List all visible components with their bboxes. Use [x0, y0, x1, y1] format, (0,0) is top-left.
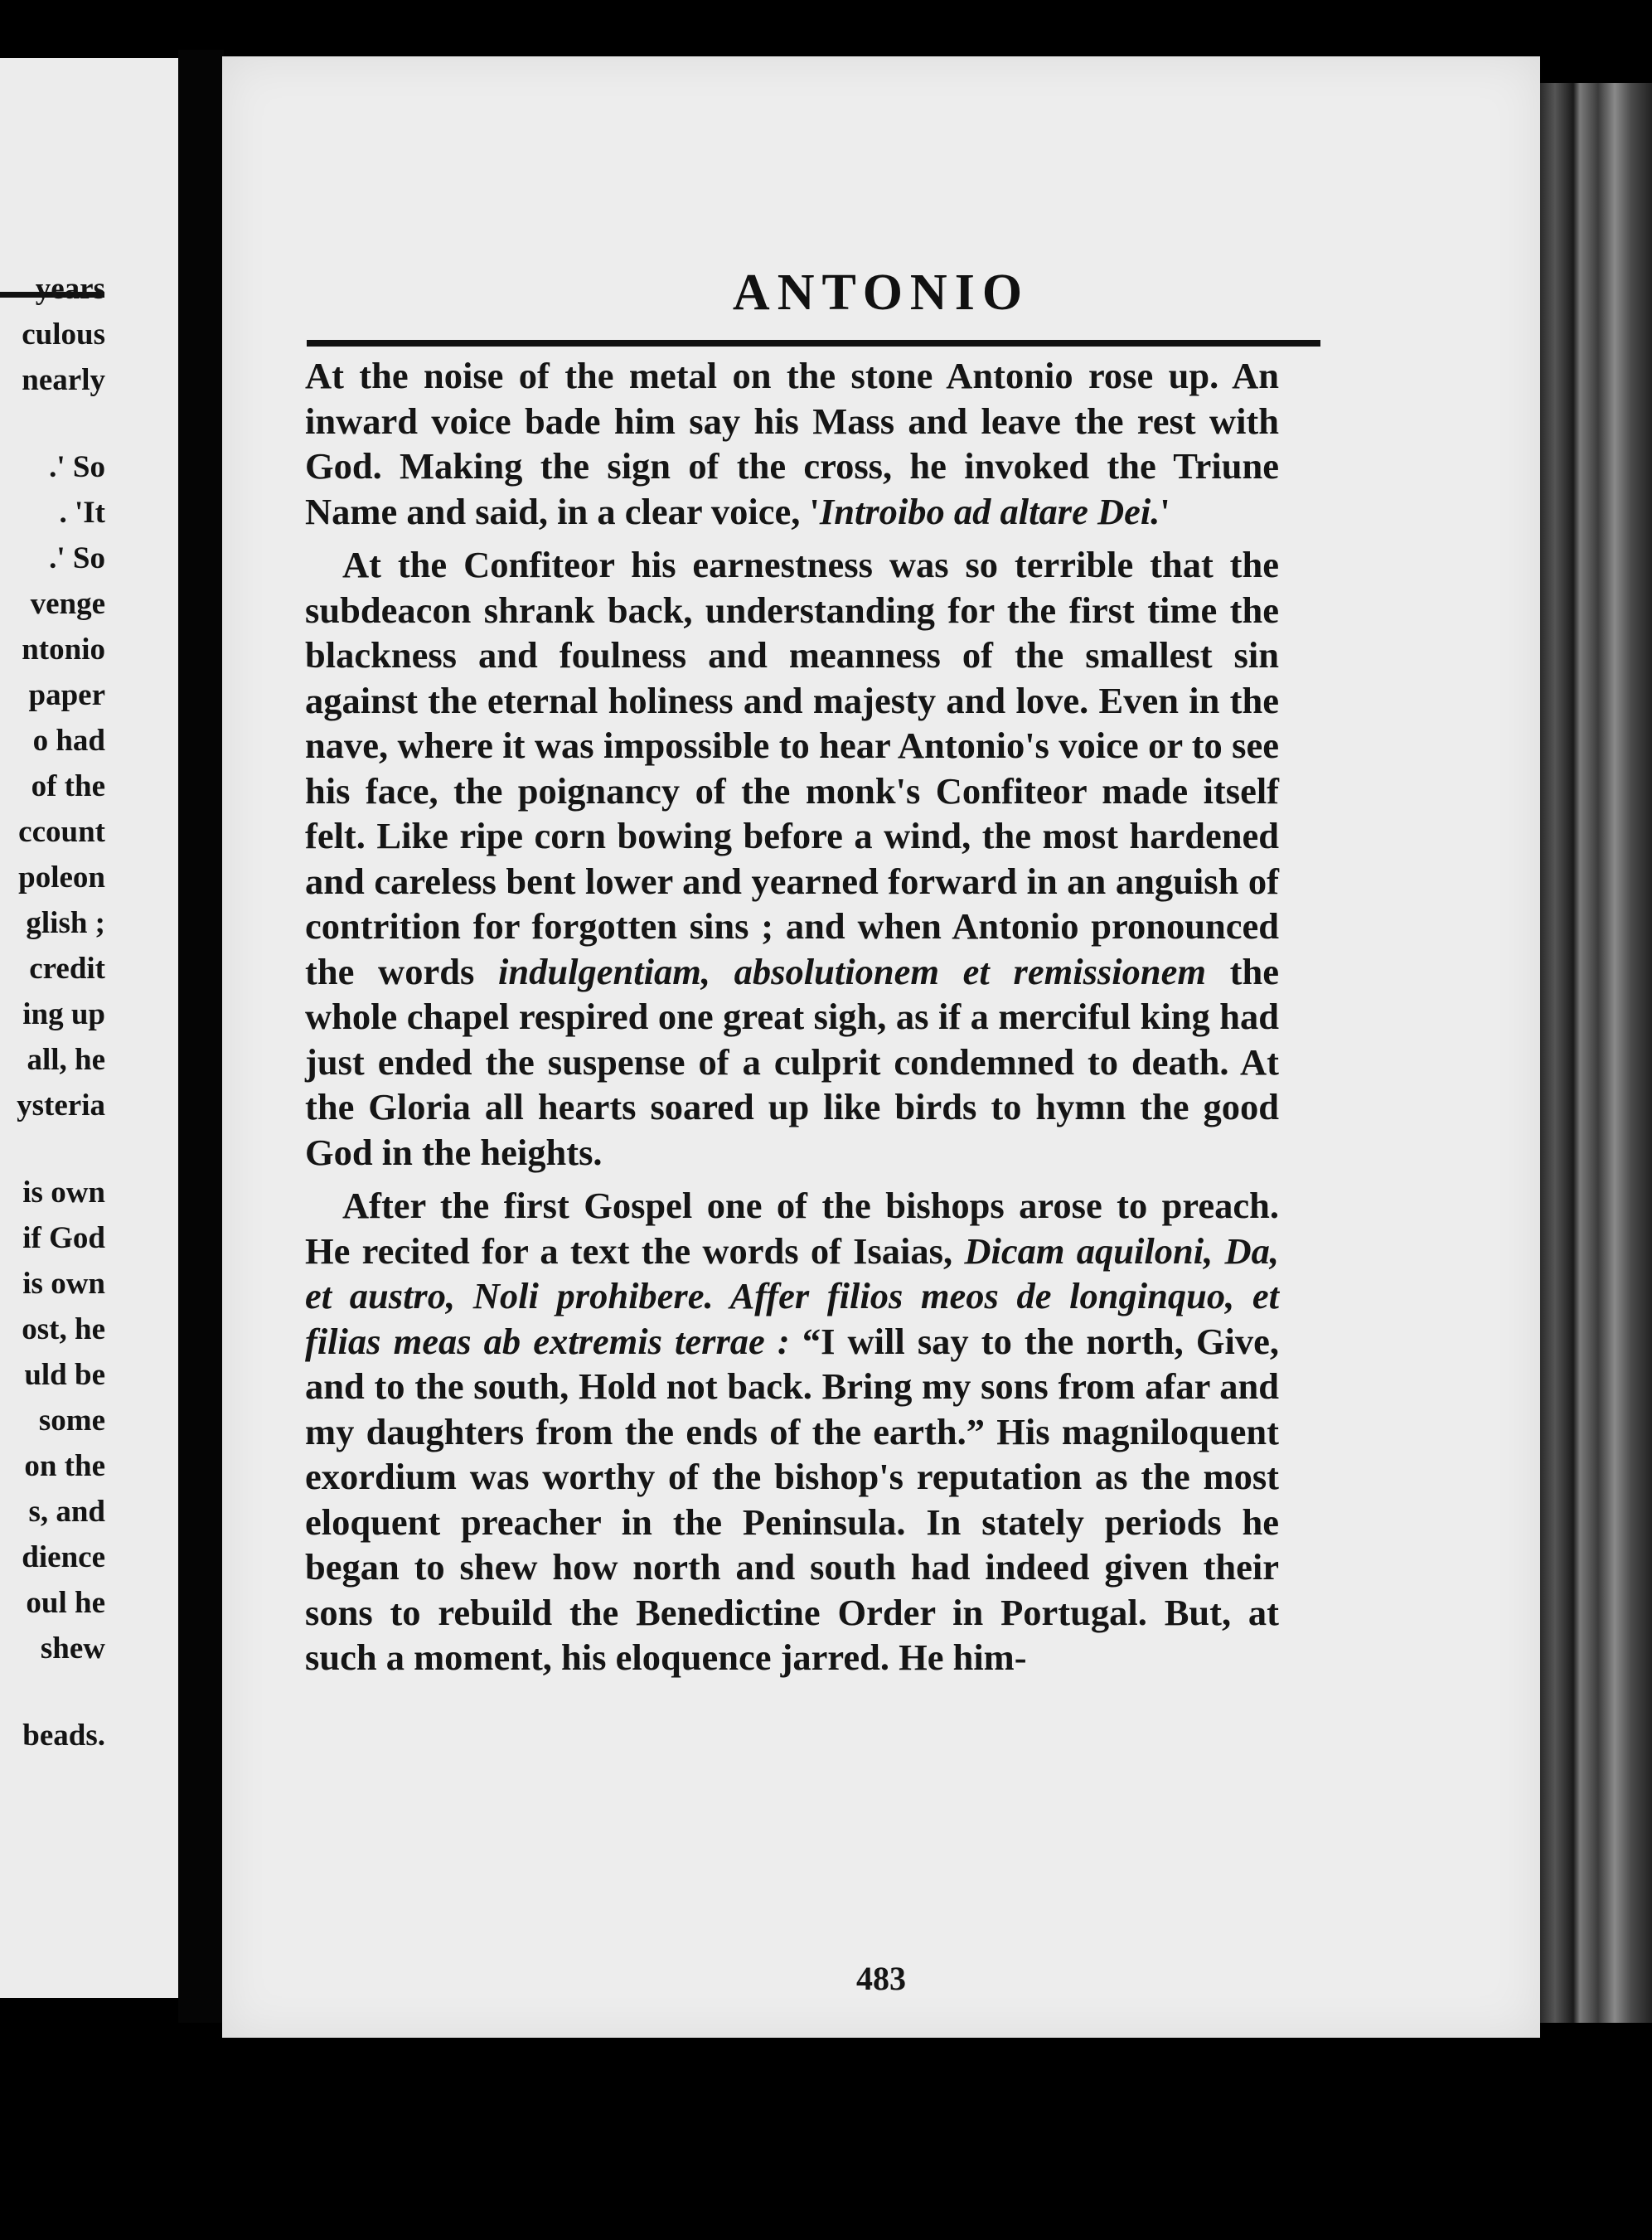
paragraph [305, 1183, 1279, 1680]
left-page-fragment: ing up [22, 997, 105, 1031]
left-page-fragment: on the [24, 1449, 105, 1483]
left-page-fragment: uld be [24, 1358, 105, 1392]
left-page-fragment: culous [22, 318, 105, 352]
page-number: 483 [856, 1960, 906, 1997]
text-run: the whole chapel respired one great sigh, as if a merciful king had just ended the suspense of a culprit condemned to death. At the Gloria all hearts soared up like birds to hymn the good God in the heights. [305, 950, 1279, 1173]
left-page-fragment: . 'It [59, 496, 105, 530]
left-page-fragment: glish ; [26, 906, 105, 940]
text-run: “I will say to the north, Give, and to the south, Hold not back. Bring my sons from afar and my daughters from the ends of the earth.” His magniloquent exordium was worthy of the bishop's reputation as the most eloquent preacher in the Peninsula. In stately periods he began to shew how north and south had indeed given their sons to rebuild the Benedictine Order in Portugal. But, at such a moment, his eloquence jarred. He him- [305, 1320, 1280, 1678]
left-page-fragment: dience [22, 1540, 105, 1574]
header-rule [307, 340, 1320, 347]
left-page-fragment: venge [30, 587, 105, 621]
left-facing-page [0, 58, 178, 1998]
left-page-fragment: shew [40, 1632, 105, 1665]
left-page-fragment: is own [22, 1176, 105, 1210]
left-page-fragment: poleon [18, 861, 105, 895]
left-page-fragment: beads. [22, 1719, 105, 1753]
left-page-fragment: credit [29, 952, 105, 986]
left-page-fragment: s, and [28, 1495, 105, 1529]
italic-latin-text: indulgentiam, absolutionem et remissionem [498, 950, 1206, 992]
body-text [305, 353, 1279, 1680]
left-page-fragment: o had [32, 724, 105, 758]
left-page-fragment: if God [22, 1221, 105, 1255]
text-run: At the Confiteor his earnestness was so terrible that the subdeacon shrank back, understanding for the first time the blackness and foulness and meanness of the smallest sin against the eternal holiness and majesty and love. Even in the nave, where it was impossible to hear Antonio's voice or to see his face, the poignancy of the monk's Confiteor made itself felt. Like ripe corn bowing before a wind, the most hardened and careless bent lower and yearned forward in an anguish of contrition for forgotten sins ; and when Antonio pronounced the words [305, 544, 1279, 992]
left-page-fragment: ntonio [22, 633, 105, 667]
book-binding-edge [1540, 83, 1652, 2023]
left-page-fragment: .' So [49, 541, 105, 575]
left-page-fragment: years [35, 272, 105, 306]
book-page [222, 56, 1540, 2038]
left-page-fragment: nearly [22, 363, 105, 397]
text-run: ' [1160, 490, 1170, 532]
left-page-fragment: oul he [26, 1586, 105, 1620]
text-run: After the first Gospel one of the bishops arose to preach. He recited for a text the words of Isaias, [305, 1185, 1279, 1272]
paragraph [305, 542, 1279, 1175]
left-page-fragment: is own [22, 1267, 105, 1301]
running-header: ANTONIO [732, 264, 1030, 321]
text-run: At the noise of the metal on the stone Antonio rose up. An inward voice bade him say his Mass and leave the rest with God. Making the sign of the cross, he invoked the Triune Name and said, in a clear voice, ' [305, 355, 1279, 532]
left-page-fragment: ysteria [17, 1088, 105, 1122]
left-page-fragment: of the [31, 769, 105, 803]
left-page-fragment: paper [28, 678, 105, 712]
left-page-fragment: ost, he [22, 1312, 105, 1346]
italic-latin-text: Introibo ad altare Dei. [819, 490, 1160, 532]
page-gutter [178, 50, 224, 2023]
left-page-fragment: all, he [27, 1043, 105, 1077]
left-page-fragment: .' So [49, 450, 105, 484]
paragraph [305, 353, 1279, 534]
italic-latin-text: Dicam aquiloni, Da, et austro, Noli prohibere. Affer filios meos de longinquo, et filias meas ab extremis terrae : [305, 1229, 1280, 1362]
left-page-fragment: some [38, 1404, 105, 1438]
left-page-fragment: ccount [18, 815, 105, 849]
